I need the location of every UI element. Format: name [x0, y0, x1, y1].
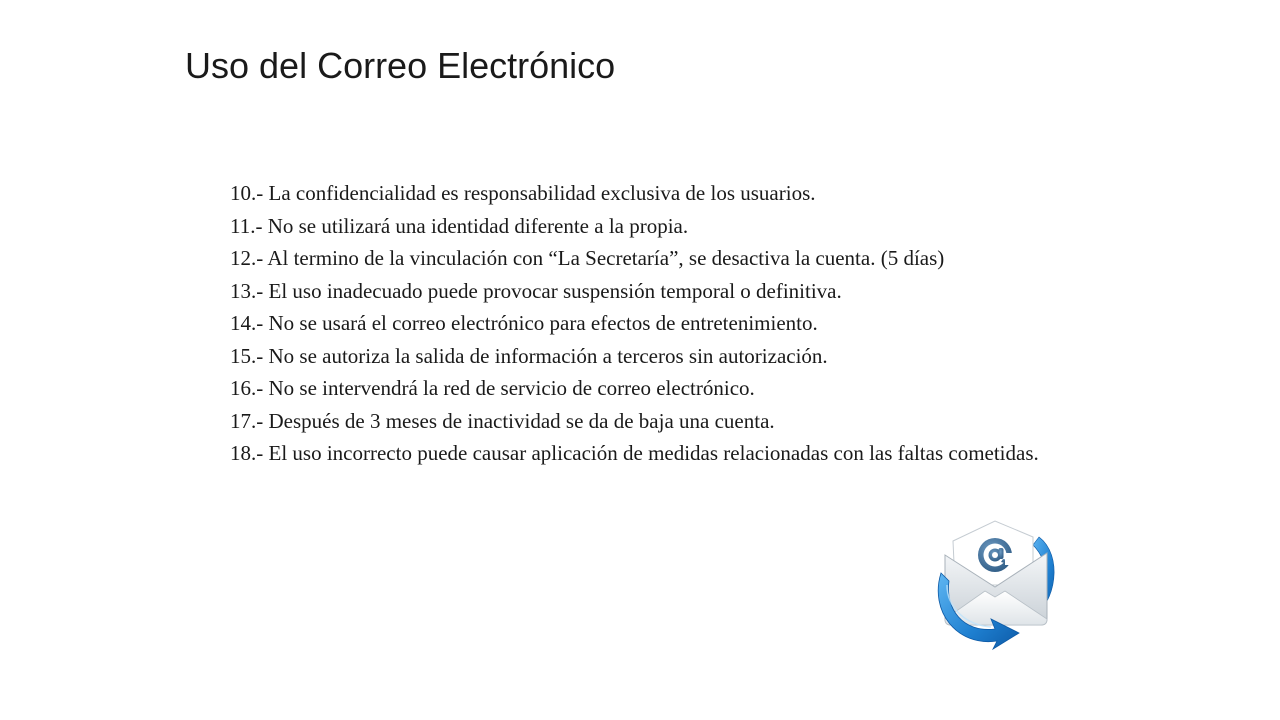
rule-item: 18.- El uso incorrecto puede causar aplicación de medidas relacionadas con las faltas cometidas.: [230, 441, 1039, 465]
rule-item: 12.- Al termino de la vinculación con “La Secretaría”, se desactiva la cuenta. (5 días): [230, 246, 945, 270]
email-envelope-at-icon: [935, 515, 1060, 655]
rule-item: 14.- No se usará el correo electrónico para efectos de entretenimiento.: [230, 311, 818, 335]
rule-item: 15.- No se autoriza la salida de información a terceros sin autorización.: [230, 343, 828, 368]
rule-item: 11.- No se utilizará una identidad diferente a la propia.: [230, 213, 689, 238]
rules-list: [230, 177, 1060, 470]
rule-item: 13.- El uso inadecuado puede provocar suspensión temporal o definitiva.: [230, 278, 842, 303]
rule-item: 10.- La confidencialidad es responsabilidad exclusiva de los usuarios.: [230, 181, 816, 205]
slide-title: Uso del Correo Electrónico: [185, 45, 616, 86]
rule-item: 16.- No se intervendrá la red de servicio de correo electrónico.: [230, 376, 755, 400]
rule-item: 17.- Después de 3 meses de inactividad se da de baja una cuenta.: [230, 408, 775, 433]
